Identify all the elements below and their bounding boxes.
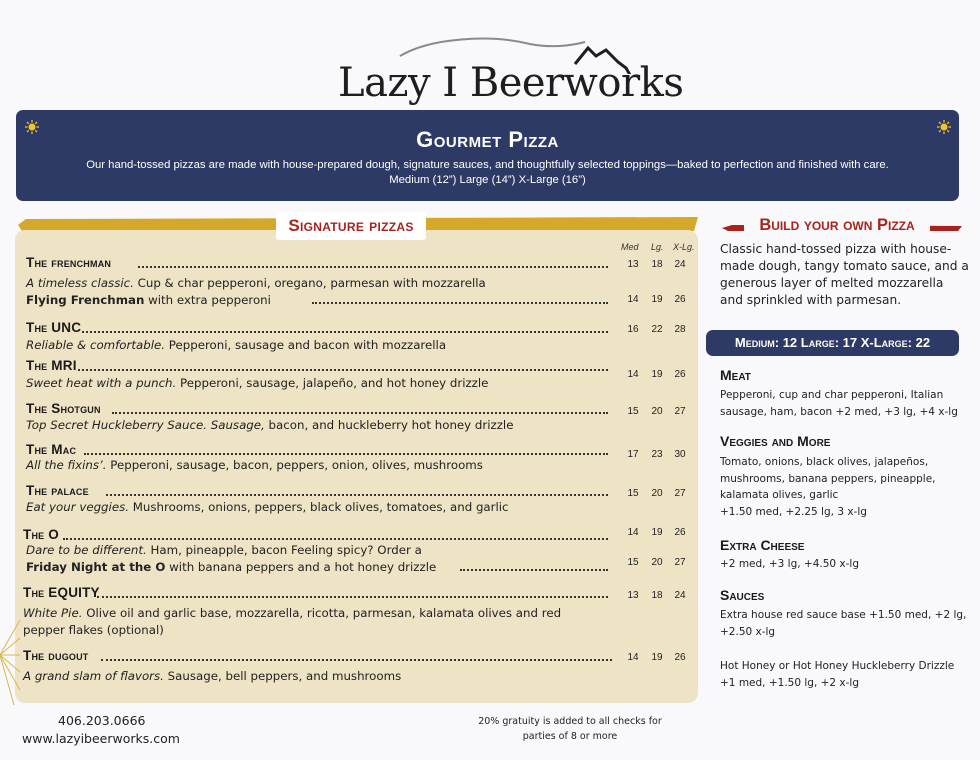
pizza-name: The palace [26, 483, 89, 498]
pizza-tagline: A timeless classic. [26, 276, 134, 290]
section-title-cheese: Extra Cheese [720, 537, 805, 553]
variant-description: with extra pepperoni [144, 293, 271, 307]
price-med: 14 [627, 652, 639, 663]
brand-name: Lazy I Beerworks [338, 60, 684, 106]
dotted-leader [112, 412, 608, 414]
sun-icon [937, 120, 951, 134]
footer-website[interactable]: www.lazyibeerworks.com [22, 731, 180, 746]
pizza-name: The MRI [26, 358, 77, 373]
pizza-name: The Shotgun [26, 401, 101, 416]
section-text-veggies: Tomato, onions, black olives, jalapeños, mushrooms, banana peppers, pineapple, kalamata olives, garlic [720, 456, 936, 501]
dotted-leader [312, 302, 608, 304]
footer-phone: 406.203.0666 [58, 713, 146, 728]
dotted-leader [82, 331, 608, 333]
sunburst-rays-icon [0, 600, 22, 710]
price-xlg: 26 [674, 652, 686, 663]
dotted-leader [97, 596, 608, 598]
price-lg: 22 [651, 324, 663, 335]
pizza-name: The EQUITY [23, 585, 100, 600]
banner-sizes: Medium (12”) Large (14”) X-Large (16”) [389, 174, 586, 186]
dotted-leader [106, 494, 608, 496]
variant-name: Friday Night at the O [26, 560, 166, 574]
pizza-tagline: All the fixins’. [26, 458, 107, 472]
variant-price-med: 15 [627, 557, 639, 568]
pizza-ingredients: Mushrooms, onions, peppers, black olives, tomatoes, and garlic [128, 500, 509, 514]
price-lg: 19 [651, 652, 663, 663]
pizza-description [23, 606, 561, 620]
footer-gratuity-note: 20% gratuity is added to all checks for parties of 8 or more [478, 716, 662, 742]
pizza-variant [26, 293, 271, 307]
pizza-description [26, 500, 509, 514]
pizza-name: The UNC [26, 320, 82, 335]
price-xlg: 26 [674, 527, 686, 538]
variant-price-med: 14 [627, 294, 639, 305]
variant-name: Flying Frenchman [26, 293, 145, 307]
pizza-description [23, 669, 401, 683]
variant-price-lg: 19 [651, 294, 663, 305]
pizza-description [26, 418, 513, 432]
price-lg: 19 [651, 527, 663, 538]
pizza-ingredients: Sausage, bell peppers, and mushrooms [163, 669, 402, 683]
price-lg: 18 [651, 259, 663, 270]
build-title: Build your own Pizza [759, 216, 915, 234]
pizza-ingredients: Pepperoni, sausage and bacon with mozzarella [165, 338, 447, 352]
section-title-veggies: Veggies and More [720, 433, 831, 449]
section-text-sauces: Extra house red sauce base +1.50 med, +2 lg, +2.50 x-lg [720, 609, 967, 638]
price-xlg: 30 [674, 449, 686, 460]
variant-price-xlg: 27 [674, 557, 686, 568]
pizza-description [26, 543, 422, 557]
dotted-leader [138, 266, 608, 268]
pizza-tagline: White Pie. [23, 606, 83, 620]
banner-description: Our hand-tossed pizzas are made with house-prepared dough, signature sauces, and thoughtfully selected toppings—baked to perfection and finished with care. [86, 159, 889, 171]
brand-logo [330, 34, 684, 106]
dotted-leader [460, 569, 608, 571]
price-med: 14 [627, 527, 639, 538]
price-lg: 20 [651, 406, 663, 417]
dotted-leader [78, 369, 608, 371]
dotted-leader [84, 453, 608, 455]
price-xlg: 24 [674, 590, 686, 601]
pizza-ingredients: Cup & char pepperoni, oregano, parmesan with mozzarella [133, 276, 486, 290]
variant-price-lg: 20 [651, 557, 663, 568]
header-banner [16, 110, 959, 201]
pizza-name: The dugout [23, 648, 89, 663]
price-xlg: 27 [674, 406, 686, 417]
pizza-tagline: Top Secret Huckleberry Sauce. Sausage, [26, 418, 265, 432]
variant-price-xlg: 26 [674, 294, 686, 305]
price-med: 15 [627, 488, 639, 499]
column-head-lg: Lg. [651, 242, 664, 252]
section-text-meat: Pepperoni, cup and char pepperoni, Italian sausage, ham, bacon +2 med, +3 lg, +4 x-lg [720, 389, 958, 418]
price-med: 15 [627, 406, 639, 417]
section-title-sauces: Sauces [720, 587, 765, 603]
pizza-ingredients: Ham, pineapple, bacon Feeling spicy? Order a [146, 543, 422, 557]
section-text-cheese: +2 med, +3 lg, +4.50 x-lg [720, 558, 860, 570]
pizza-ingredients: Pepperoni, sausage, bacon, peppers, onion, olives, mushrooms [106, 458, 483, 472]
section-title-meat: Meat [720, 367, 751, 383]
price-lg: 18 [651, 590, 663, 601]
banner-title: Gourmet Pizza [416, 127, 559, 152]
price-med: 14 [627, 369, 639, 380]
section-text-honey: Hot Honey or Hot Honey Huckleberry Drizzle +1 med, +1.50 lg, +2 x-lg [720, 660, 955, 689]
pizza-tagline: A grand slam of flavors. [23, 669, 164, 683]
sun-icon [25, 120, 39, 134]
signature-title: Signature pizzas [288, 216, 414, 235]
price-med: 16 [627, 324, 639, 335]
build-description: Classic hand-tossed pizza with house-made dough, tangy tomato sauce, and a generous layer of melted mozzarella and sprinkled with parmesan. [720, 242, 969, 307]
price-med: 17 [627, 449, 639, 460]
section-price-veggies: +1.50 med, +2.25 lg, 3 x-lg [720, 506, 867, 518]
pizza-tagline: Eat your veggies. [26, 500, 129, 514]
price-med: 13 [627, 259, 639, 270]
price-lg: 20 [651, 488, 663, 499]
pizza-name: The Mac [26, 442, 77, 457]
pizza-ingredients: Olive oil and garlic base, mozzarella, ricotta, parmesan, kalamata olives and red [82, 606, 562, 620]
pizza-tagline: Sweet heat with a punch. [26, 376, 177, 390]
price-lg: 23 [651, 449, 663, 460]
dotted-leader [101, 659, 612, 661]
pizza-description-cont: pepper flakes (optional) [23, 623, 164, 637]
pizza-tagline: Reliable & comfortable. [26, 338, 166, 352]
price-xlg: 26 [674, 369, 686, 380]
dotted-leader [63, 538, 608, 540]
pizza-ingredients: Pepperoni, sausage, jalapeño, and hot honey drizzle [176, 376, 489, 390]
pizza-description [26, 458, 483, 472]
pizza-variant [26, 560, 436, 574]
price-med: 13 [627, 590, 639, 601]
price-lg: 19 [651, 369, 663, 380]
build-sizes-badge: Medium: 12 Large: 17 X-Large: 22 [706, 330, 959, 356]
pizza-name: The O [23, 527, 60, 542]
price-xlg: 24 [674, 259, 686, 270]
pizza-description [26, 338, 446, 352]
pizza-description [26, 376, 488, 390]
pizza-tagline: Dare to be different. [26, 543, 147, 557]
pizza-description [26, 276, 486, 290]
column-head-xlg: X-Lg. [673, 242, 695, 252]
price-xlg: 27 [674, 488, 686, 499]
pizza-ingredients: bacon, and huckleberry hot honey drizzle [264, 418, 514, 432]
column-head-med: Med [621, 242, 639, 252]
variant-description: with banana peppers and a hot honey drizzle [165, 560, 437, 574]
pizza-name: The frenchman [26, 255, 112, 270]
price-xlg: 28 [674, 324, 686, 335]
